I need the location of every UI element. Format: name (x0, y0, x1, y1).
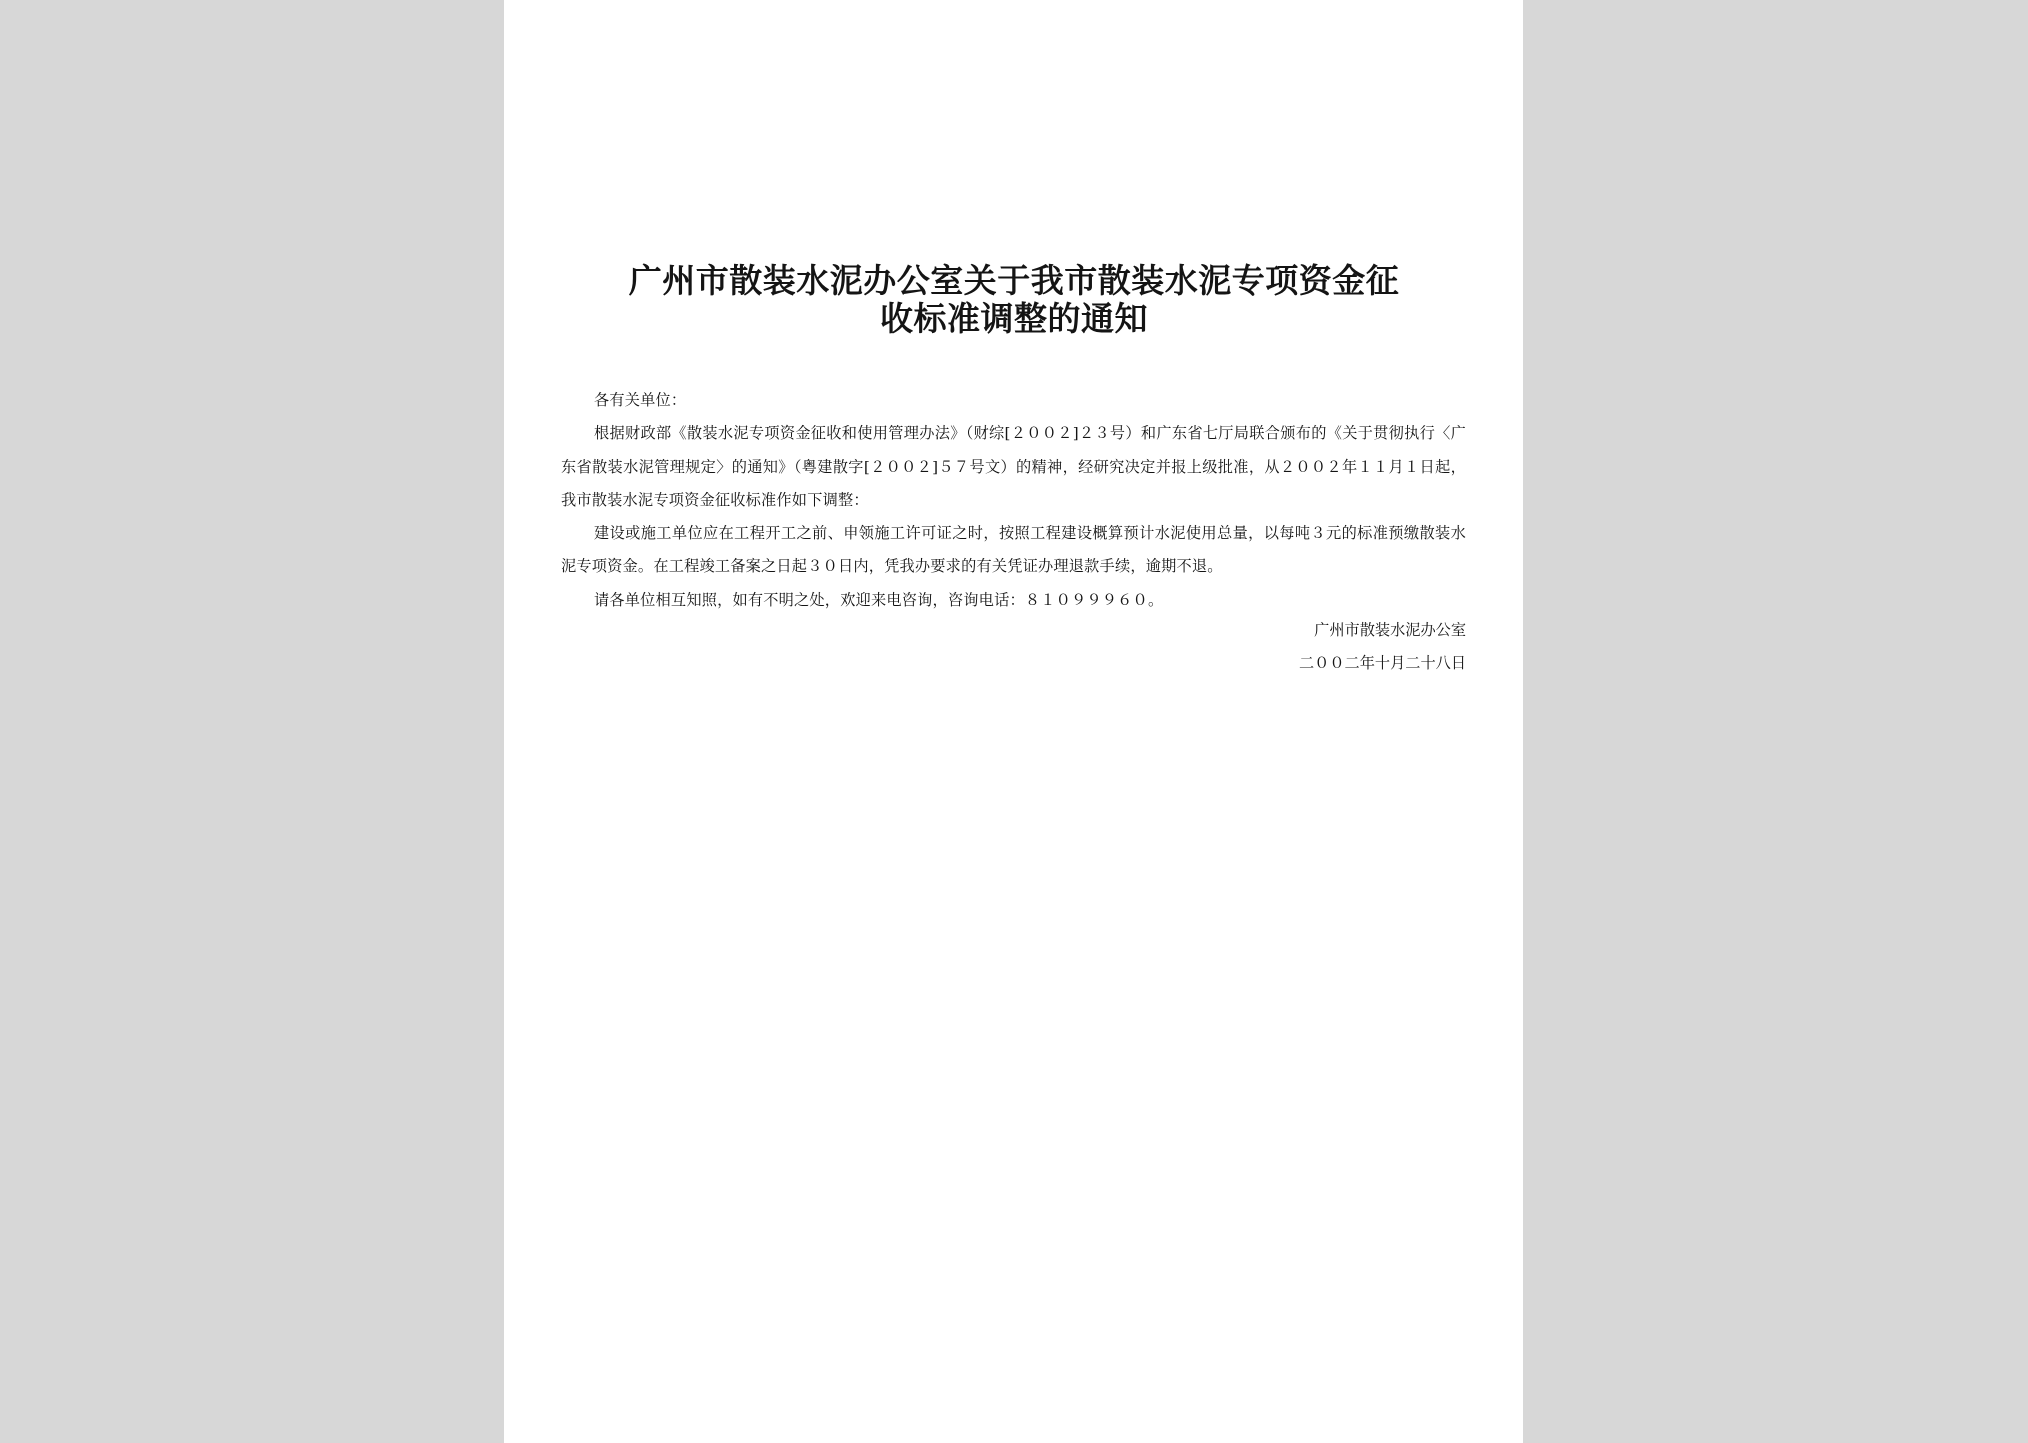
title-line-1: 广州市散装水泥办公室关于我市散装水泥专项资金征 (628, 261, 1400, 300)
paragraph-2: 建设或施工单位应在工程开工之前、申领施工许可证之时，按照工程建设概算预计水泥使用总量，以每吨３元的标准预缴散装水泥专项资金。在工程竣工备案之日起３０日内，凭我办要求的有关凭证办理退款手续，逾期不退。 (561, 524, 1466, 576)
paragraph-3: 请各单位相互知照，如有不明之处，欢迎来电咨询，咨询电话：８１０９９９６０。 (594, 590, 1164, 609)
signature-date: 二００二年十月二十八日 (1298, 654, 1466, 673)
signature-block (1299, 614, 1466, 681)
paragraph-1: 根据财政部《散装水泥专项资金征收和使用管理办法》（财综[２００２]２３号）和广东省七厅局联合颁布的《关于贯彻执行〈广东省散装水泥管理规定〉的通知》（粤建散字[２００２]５７号文）的精神，经研究决定并报上级批准，从２００２年１１月１日起，我市散装水泥专项资金征收标准作如下调整： (561, 424, 1466, 509)
title-line-2: 收标准调整的通知 (880, 299, 1148, 338)
signature-organization: 广州市散装水泥办公室 (1314, 621, 1466, 639)
document-body (561, 384, 1466, 617)
salutation: 各有关单位： (594, 391, 687, 409)
document-title (594, 262, 1434, 338)
document-page (504, 0, 1523, 1443)
